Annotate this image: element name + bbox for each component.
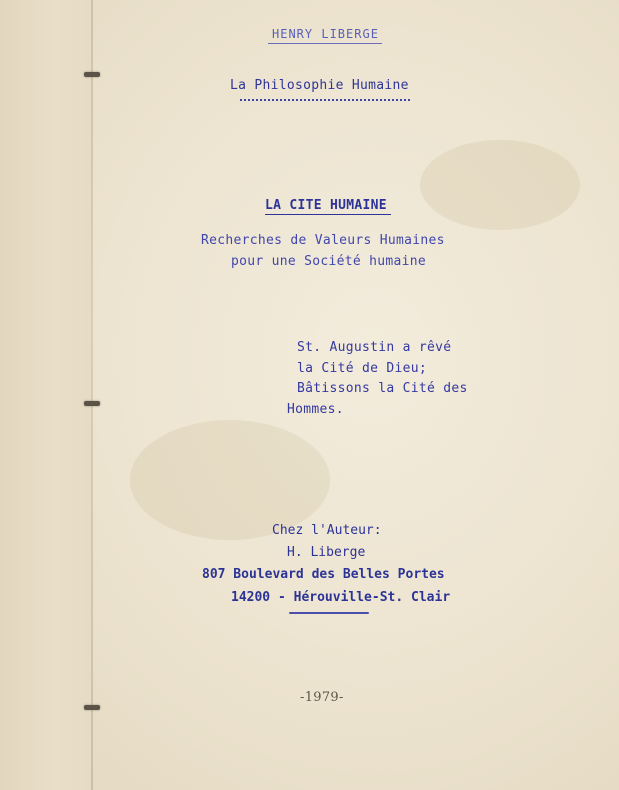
address-line: 14200 - Hérouville-St. Clair <box>231 590 451 605</box>
quote-line: St. Augustin a rêvé <box>297 340 452 355</box>
address-line: 807 Boulevard des Belles Portes <box>202 567 445 582</box>
subtitle-line-1: Recherches de Valeurs Humaines <box>201 233 445 248</box>
author-underline <box>268 43 382 44</box>
staple-icon <box>84 705 100 710</box>
address-underline <box>289 612 369 614</box>
address-line: Chez l'Auteur: <box>272 523 382 538</box>
author-name: HENRY LIBERGE <box>272 27 379 41</box>
quote-line: Bâtissons la Cité des <box>297 381 468 396</box>
address-line: H. Liberge <box>287 545 366 560</box>
binding-strip <box>0 0 92 790</box>
subtitle-line-2: pour une Société humaine <box>231 254 427 269</box>
title-underline <box>265 214 391 215</box>
binding-edge <box>91 0 93 790</box>
book-title: LA CITE HUMAINE <box>265 198 387 213</box>
staple-icon <box>84 72 100 77</box>
paper-stain <box>420 140 580 230</box>
quote-line: la Cité de Dieu; <box>297 360 428 376</box>
staple-icon <box>84 401 100 406</box>
paper-stain <box>130 420 330 540</box>
series-underline <box>240 99 410 101</box>
epigraph-quote <box>287 338 468 420</box>
quote-line: Hommes. <box>287 401 344 417</box>
publication-year: -1979- <box>300 690 344 705</box>
series-title: La Philosophie Humaine <box>230 78 409 93</box>
